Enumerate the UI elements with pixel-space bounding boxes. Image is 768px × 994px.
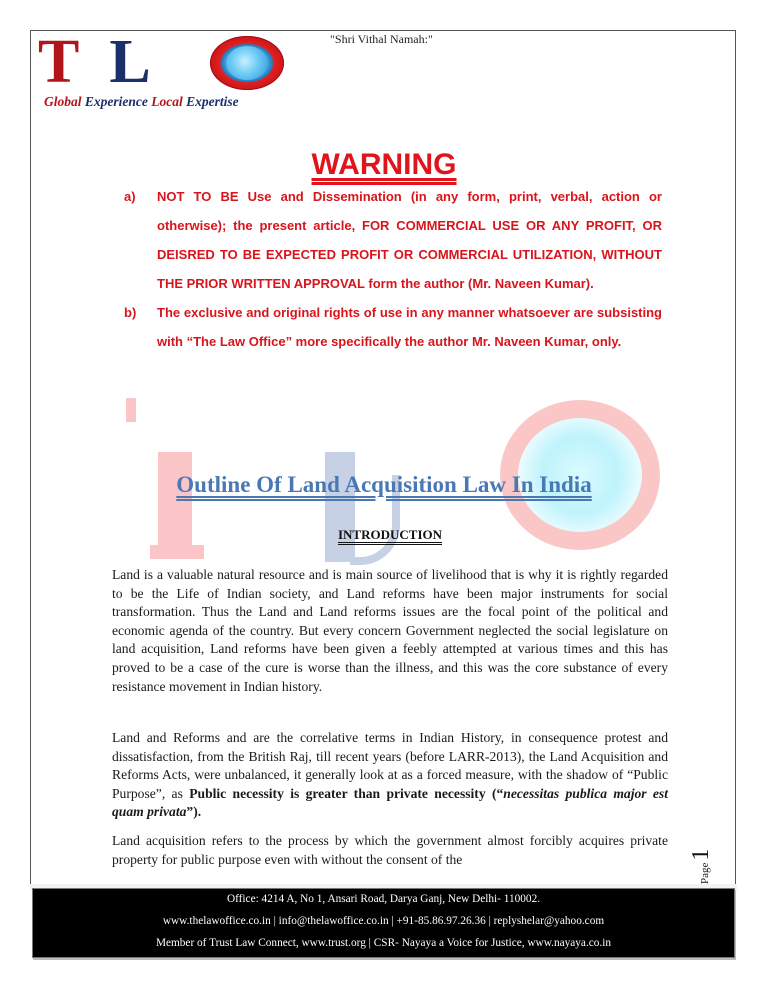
document-title xyxy=(0,472,768,498)
page-number-value: 1 xyxy=(688,848,714,861)
globe-icon-inner xyxy=(226,46,268,80)
warning-marker: b) xyxy=(124,305,137,320)
warning-title-text: WARNING xyxy=(311,148,457,181)
paragraph-1: Land is a valuable natural resource and is main source of livelihood that is why it is rightly regarded to be the Life of Indian society, and Land reforms have been major instruments for social transformation. Thus the Land and Land reforms issues are the focal point of the political and economic agenda of the country. But every concern Government neglected the social legislature on land acquisition, Land reforms have been given a feebly attempted at various times and this has proved to be a case of the cure is worse than the illness, and this was the core substance of every resistance movement in Indian history. xyxy=(112,567,668,694)
warning-title xyxy=(0,148,768,182)
logo-letter-t: T xyxy=(38,28,80,96)
section-heading-text: INTRODUCTION xyxy=(337,527,442,542)
tagline-local: Local xyxy=(151,94,183,109)
paragraph-2-close: ”). xyxy=(186,804,202,820)
footer-contacts: www.thelawoffice.co.in | info@thelawoffice.co.in | +91-85.86.97.26.36 | replyshelar@yahoo.com xyxy=(162,915,605,927)
warning-item-b xyxy=(124,298,662,356)
watermark-t-foot xyxy=(150,545,204,559)
paragraph-3: Land acquisition refers to the process by which the government almost forcibly acquires private property for public purpose even with without the consent of the xyxy=(112,833,668,867)
warning-marker: a) xyxy=(124,189,136,204)
paragraph-2 xyxy=(112,729,668,822)
watermark-t-fragment xyxy=(126,398,136,422)
tlo-logo xyxy=(34,28,296,114)
paragraph-2-latin-maxim: necessitas publica major est quam privata xyxy=(112,785,669,820)
logo-letter-l: L xyxy=(109,28,151,96)
section-heading xyxy=(0,527,768,543)
tagline-experience: Experience xyxy=(81,94,152,109)
tagline-expertise: Expertise xyxy=(182,94,239,109)
warning-text: NOT TO BE Use and Dissemination (in any form, print, verbal, action or otherwise); the present article, FOR COMMERCIAL USE OR ANY PROFIT, OR DEISRED TO BE EXPECTED PROFIT OR COMMERCIAL UTILIZATION, WITHOUT THE PRIOR WRITTEN APPROVAL form the author (Mr. Naveen Kumar). xyxy=(157,189,662,291)
page-number xyxy=(688,838,718,888)
warning-item-a xyxy=(124,182,662,298)
warning-list xyxy=(124,182,662,356)
footer-membership: Member of Trust Law Connect, www.trust.org | CSR- Nayaya a Voice for Justice, www.nayaya.co.in xyxy=(155,937,612,949)
tagline-global: Global xyxy=(44,94,82,109)
logo-tagline xyxy=(44,94,239,110)
paragraph-2-text: Land and Reforms and are the correlative terms in Indian History, in consequence protest and dissatisfaction, from the British Raj, till recent years (before LARR-2013), the Land Acquisition and Reforms Acts, were unbalanced, it generally look at as a forced measure, with the shadow of “Public Purpose”, as xyxy=(112,730,668,801)
paragraph-2-bold: Public necessity is greater than private necessity (“ xyxy=(189,785,504,801)
footer xyxy=(32,888,735,958)
logo-letters xyxy=(38,28,151,96)
globe-icon xyxy=(210,36,284,90)
header-invocation: "Shri Vithal Namah:" xyxy=(330,32,433,46)
footer-address: Office: 4214 A, No 1, Ansari Road, Darya Ganj, New Delhi- 110002. xyxy=(226,893,541,905)
page-number-rotated xyxy=(688,849,715,884)
document-title-text: Outline Of Land Acquisition Law In India xyxy=(176,472,592,497)
page-number-label: Page xyxy=(699,862,711,884)
warning-text: The exclusive and original rights of use in any manner whatsoever are subsisting with “The Law Office” more specifically the author Mr. Naveen Kumar, only. xyxy=(157,305,662,349)
